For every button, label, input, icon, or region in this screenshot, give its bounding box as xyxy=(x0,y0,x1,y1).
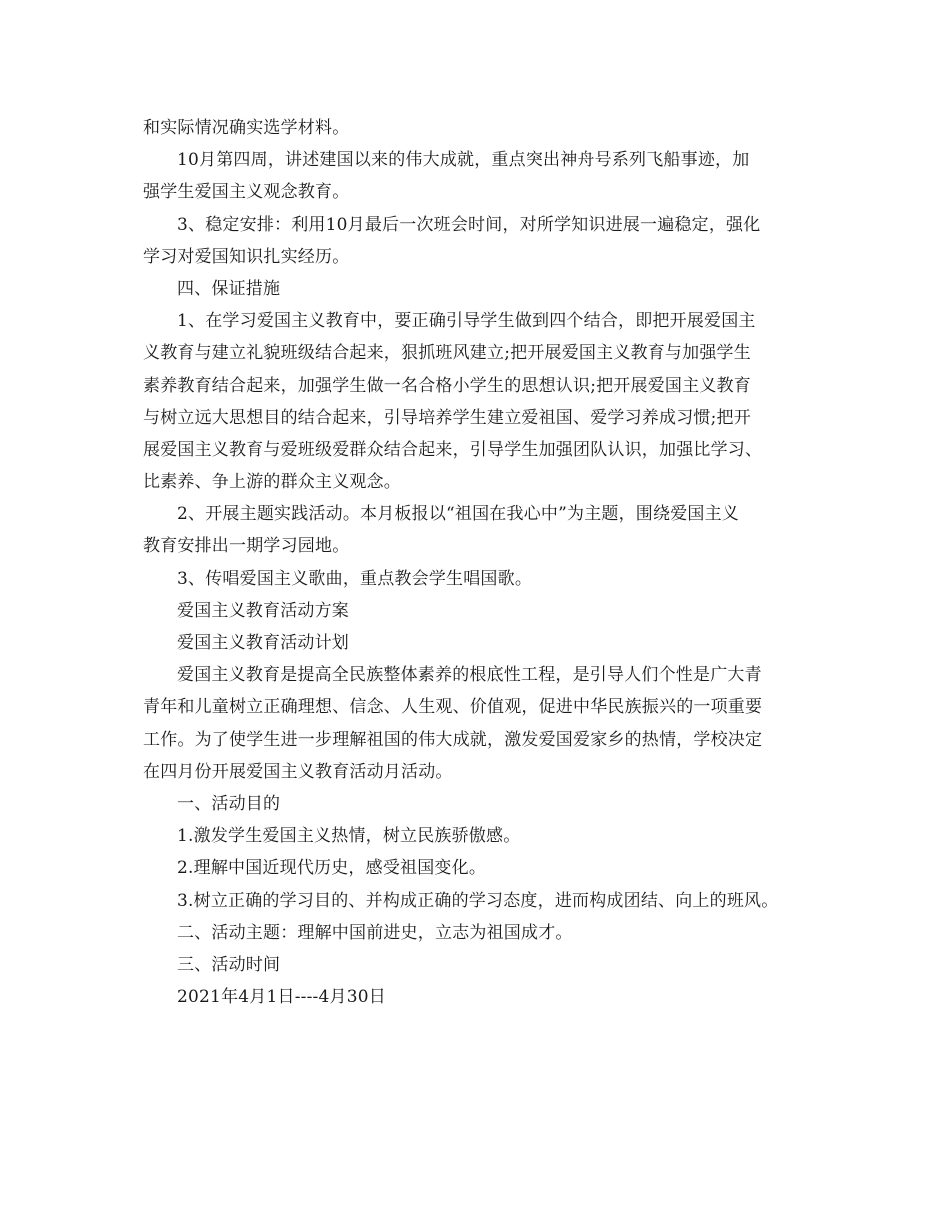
text-line: 工作。为了使学生进一步理解祖国的伟大成就，激发爱国爱家乡的热情，学校决定 xyxy=(143,729,763,750)
text-line: 爱国主义教育活动计划 xyxy=(177,633,349,653)
text-line: 2、开展主题实践活动。本月板报以“祖国在我心中”为主题，围绕爱国主义 xyxy=(177,504,739,525)
text-line: 强学生爱国主义观念教育。 xyxy=(143,182,350,203)
text-line: 比素养、争上游的群众主义观念。 xyxy=(143,472,401,493)
text-line: 三、活动时间 xyxy=(177,954,281,975)
text-line: 义教育与建立礼貌班级结合起来，狠抓班风建立;把开展爱国主义教育与加强学生 xyxy=(143,343,751,364)
text-line: 与树立远大思想目的结合起来，引导培养学生建立爱祖国、爱学习养成习惯;把开 xyxy=(143,407,751,428)
text-line: 3.树立正确的学习目的、并构成正确的学习态度，进而构成团结、向上的班风。 xyxy=(177,890,779,911)
text-line: 学习对爱国知识扎实经历。 xyxy=(143,246,350,267)
text-line: 10月第四周，讲述建国以来的伟大成就，重点突出神舟号系列飞船事迹，加 xyxy=(177,150,750,171)
text-line: 2.理解中国近现代历史，感受祖国变化。 xyxy=(177,858,487,879)
text-line: 展爱国主义教育与爱班级爱群众结合起来，引导学生加强团队认识，加强比学习、 xyxy=(143,439,763,460)
text-line: 2021年4月1日----4月30日 xyxy=(177,987,386,1008)
text-line: 3、稳定安排：利用10月最后一次班会时间，对所学知识进展一遍稳定，强化 xyxy=(177,214,761,235)
text-line: 1、在学习爱国主义教育中，要正确引导学生做到四个结合，即把开展爱国主 xyxy=(177,311,756,332)
text-line: 二、活动主题：理解中国前进史，立志为祖国成才。 xyxy=(177,922,573,943)
text-line: 1.激发学生爱国主义热情，树立民族骄傲感。 xyxy=(177,826,521,847)
text-line: 和实际情况确实选学材料。 xyxy=(143,118,350,138)
text-line: 素养教育结合起来，加强学生做一名合格小学生的思想认识;把开展爱国主义教育 xyxy=(143,375,751,396)
text-line: 四、保证措施 xyxy=(177,278,281,299)
text-line: 3、传唱爱国主义歌曲，重点教会学生唱国歌。 xyxy=(177,568,533,589)
text-line: 一、活动目的 xyxy=(177,793,281,814)
document-body xyxy=(143,112,823,1013)
text-line: 在四月份开展爱国主义教育活动月活动。 xyxy=(143,761,453,782)
text-line: 青年和儿童树立正确理想、信念、人生观、价值观，促进中华民族振兴的一项重要 xyxy=(143,697,763,718)
text-line: 爱国主义教育活动方案 xyxy=(177,600,349,621)
text-line: 教育安排出一期学习园地。 xyxy=(143,536,350,557)
text-line: 爱国主义教育是提高全民族整体素养的根底性工程，是引导人们个性是广大青 xyxy=(177,665,762,686)
